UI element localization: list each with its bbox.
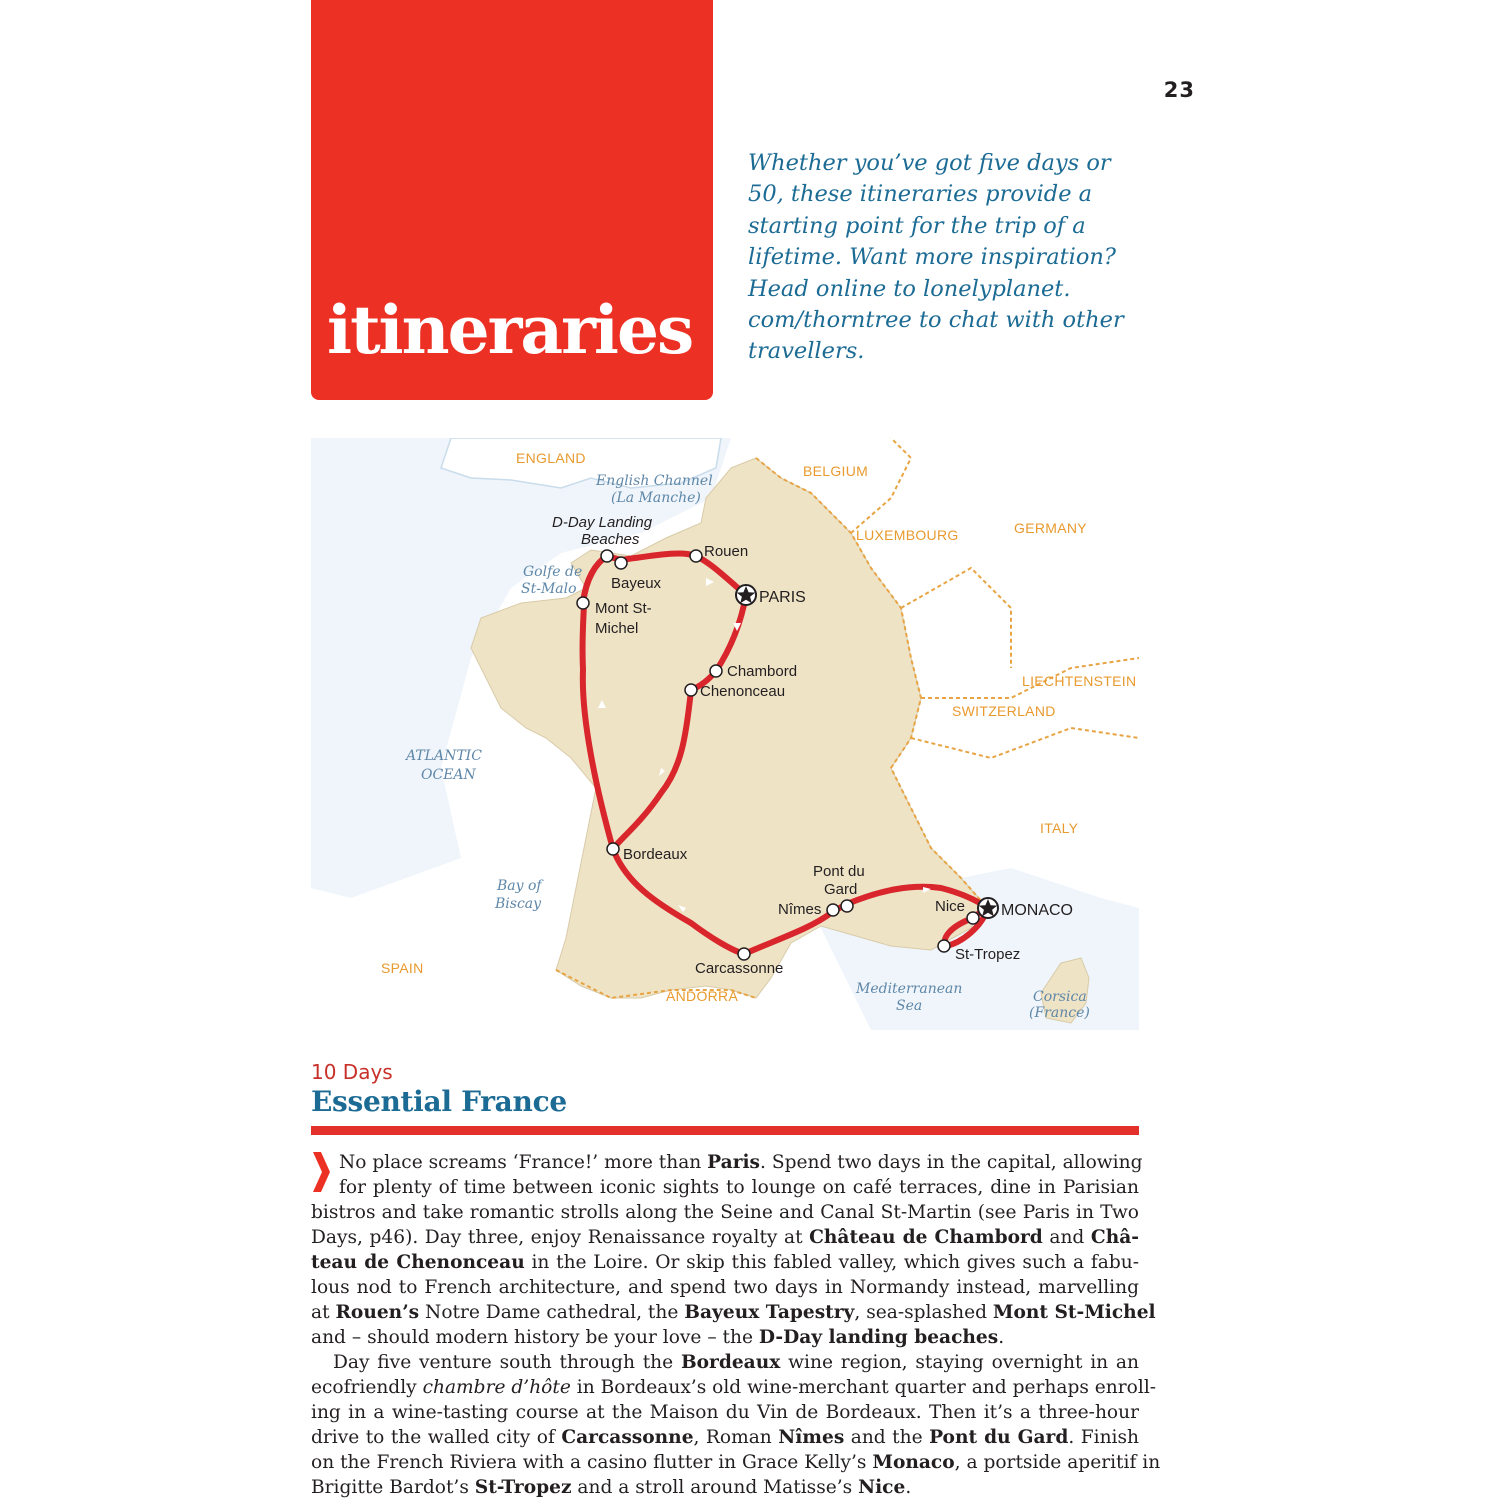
body-line bbox=[311, 1150, 1143, 1175]
page-number: 23 bbox=[1163, 78, 1195, 102]
label-beaches: Beaches bbox=[581, 531, 640, 548]
label-st-tropez: St-Tropez bbox=[955, 946, 1021, 963]
body-text-run: in the Loire. Or skip this fabled valley, which gives such a fabu- bbox=[524, 1252, 1140, 1273]
body-text-run: Château de Chambord bbox=[809, 1227, 1043, 1248]
intro-line: Whether you’ve got five days or bbox=[748, 150, 1111, 176]
label-nimes: Nîmes bbox=[778, 901, 822, 918]
intro-line: starting point for the trip of a bbox=[748, 212, 1086, 239]
stop-chambord bbox=[710, 665, 722, 677]
label-mont-st: Mont St- bbox=[595, 600, 652, 617]
body-text-run: in Bordeaux’s old wine-merchant quarter and perhaps enroll- bbox=[570, 1377, 1157, 1398]
stop-nimes bbox=[827, 904, 839, 916]
stop-dday-beaches bbox=[601, 550, 613, 562]
stop-mont-st-michel bbox=[577, 597, 589, 609]
body-text-run: D-Day landing beaches bbox=[758, 1327, 999, 1348]
body-text-run: No place screams ‘France!’ more than bbox=[339, 1152, 708, 1173]
body-text-run: Rouen’s bbox=[335, 1302, 420, 1323]
label-st-malo: St-Malo bbox=[521, 581, 577, 597]
stop-bordeaux bbox=[607, 843, 619, 855]
label-carcassonne: Carcassonne bbox=[695, 960, 784, 977]
label-andorra: ANDORRA bbox=[666, 988, 739, 1004]
body-text-run: and a stroll around Matisse’s bbox=[571, 1477, 859, 1498]
label-england: ENGLAND bbox=[516, 450, 586, 466]
body-text-run: Carcassonne bbox=[561, 1427, 694, 1448]
label-belgium: BELGIUM bbox=[803, 463, 869, 479]
intro-line: Head online to lonelyplanet. bbox=[748, 275, 1071, 302]
label-germany: GERMANY bbox=[1014, 520, 1087, 536]
label-mediterranean: Mediterranean bbox=[856, 981, 963, 997]
label-dday-landing: D-Day Landing bbox=[552, 514, 653, 531]
body-text-run: Monaco bbox=[872, 1452, 955, 1473]
body-text-run: for plenty of time between iconic sights to lounge on café terraces, dine in Parisian bbox=[339, 1177, 1139, 1198]
stop-bayeux bbox=[615, 557, 627, 569]
itinerary-duration: 10 Days bbox=[311, 1060, 393, 1084]
route-map-svg bbox=[311, 438, 1139, 1030]
body-text-run: Paris bbox=[707, 1152, 761, 1173]
label-chenonceau: Chenonceau bbox=[700, 683, 786, 700]
intro-line: lifetime. Want more inspiration? bbox=[748, 244, 1116, 271]
body-line bbox=[311, 1200, 1139, 1225]
body-text-run: on the French Riviera with a casino flutter in Grace Kelly’s bbox=[311, 1452, 873, 1473]
stop-rouen bbox=[690, 550, 702, 562]
body-text-run: Notre Dame cathedral, the bbox=[419, 1302, 685, 1323]
label-chambord: Chambord bbox=[727, 663, 798, 680]
body-text-run: Bordeaux bbox=[680, 1352, 781, 1373]
body-line bbox=[311, 1425, 1139, 1450]
label-switzerland: SWITZERLAND bbox=[952, 703, 1056, 719]
stop-pont-du-gard bbox=[841, 900, 853, 912]
stop-chenonceau bbox=[685, 684, 697, 696]
body-text-run: Châ- bbox=[1090, 1227, 1139, 1248]
label-english-channel: English Channel bbox=[596, 473, 713, 489]
intro-line: 50, these itineraries provide a bbox=[748, 181, 1093, 208]
body-text-run: St-Tropez bbox=[474, 1477, 572, 1498]
label-monaco: MONACO bbox=[1001, 902, 1073, 919]
body-text-run: . bbox=[905, 1477, 912, 1498]
body-text-run: lous nod to French architecture, and spend two days in Normandy instead, marvelling bbox=[311, 1277, 1139, 1298]
itinerary-title: Essential France bbox=[311, 1085, 567, 1118]
body-line bbox=[311, 1375, 1157, 1400]
body-text-run: and bbox=[1042, 1227, 1091, 1248]
section-title: itineraries bbox=[327, 291, 693, 369]
body-text-run: , Roman bbox=[693, 1427, 779, 1448]
label-michel: Michel bbox=[595, 620, 639, 637]
capital-paris-marker bbox=[736, 585, 756, 605]
body-text-run: Day five venture south through the bbox=[333, 1352, 681, 1373]
intro-line: com/thorntree to chat with other bbox=[748, 307, 1124, 334]
route-map bbox=[311, 438, 1139, 1030]
body-line bbox=[311, 1325, 1139, 1350]
label-corsica-france: (France) bbox=[1029, 1005, 1090, 1021]
label-la-manche: (La Manche) bbox=[611, 490, 701, 506]
label-liechtenstein: LIECHTENSTEIN bbox=[1022, 673, 1137, 689]
label-rouen: Rouen bbox=[704, 543, 749, 560]
body-text-run: teau de Chenonceau bbox=[311, 1252, 525, 1273]
label-corsica: Corsica bbox=[1033, 989, 1087, 1005]
label-bay-of: Bay of bbox=[497, 878, 542, 894]
body-line bbox=[311, 1250, 1139, 1275]
intro-line: travellers. bbox=[748, 338, 865, 365]
body-text-run: Nîmes bbox=[778, 1427, 845, 1448]
body-line bbox=[311, 1225, 1139, 1250]
body-text-run: . Finish bbox=[1068, 1427, 1140, 1448]
body-text-run: . bbox=[998, 1327, 1005, 1348]
body-text-run: Pont du Gard bbox=[929, 1427, 1069, 1448]
title-rule bbox=[311, 1126, 1139, 1135]
body-text-run: drive to the walled city of bbox=[311, 1427, 562, 1448]
label-bordeaux: Bordeaux bbox=[623, 846, 688, 863]
body-text-run: , a portside aperitif in bbox=[954, 1452, 1161, 1473]
body-line bbox=[311, 1450, 1161, 1475]
stop-carcassonne bbox=[738, 948, 750, 960]
intro-paragraph bbox=[748, 148, 1148, 368]
label-golfe-de: Golfe de bbox=[523, 564, 583, 580]
body-text-run: . Spend two days in the capital, allowing bbox=[760, 1152, 1143, 1173]
body-text-run: wine region, staying overnight in an bbox=[780, 1352, 1139, 1373]
label-sea: Sea bbox=[896, 998, 923, 1014]
itinerary-body bbox=[311, 1150, 1161, 1500]
body-text-run: chambre d’hôte bbox=[422, 1377, 571, 1398]
body-text-run: and the bbox=[844, 1427, 930, 1448]
body-text-run: and – should modern history be your love – the bbox=[311, 1327, 759, 1348]
label-ocean: OCEAN bbox=[421, 767, 476, 783]
stop-st-tropez bbox=[938, 940, 950, 952]
stop-nice bbox=[967, 912, 979, 924]
body-text-run: Bayeux Tapestry bbox=[684, 1302, 855, 1323]
body-line bbox=[311, 1275, 1139, 1300]
body-line bbox=[311, 1400, 1139, 1425]
body-text-run: at bbox=[311, 1302, 336, 1323]
label-atlantic: ATLANTIC bbox=[406, 748, 482, 764]
body-line bbox=[311, 1475, 1139, 1500]
body-text-run: ecofriendly bbox=[311, 1377, 423, 1398]
body-text-run: Mont St-Michel bbox=[992, 1302, 1156, 1323]
body-line bbox=[311, 1350, 1139, 1375]
label-paris: PARIS bbox=[759, 589, 806, 606]
label-italy: ITALY bbox=[1040, 820, 1079, 836]
label-bayeux: Bayeux bbox=[611, 575, 662, 592]
body-text-run: bistros and take romantic strolls along the Seine and Canal St-Martin (see Paris in Two bbox=[311, 1202, 1139, 1223]
body-text-run: , sea-splashed bbox=[854, 1302, 993, 1323]
label-nice: Nice bbox=[935, 898, 966, 915]
label-gard: Gard bbox=[824, 881, 858, 898]
label-luxembourg: LUXEMBOURG bbox=[856, 527, 959, 543]
label-spain: SPAIN bbox=[381, 960, 424, 976]
label-pont-du: Pont du bbox=[813, 863, 865, 880]
body-line bbox=[311, 1300, 1156, 1325]
body-line bbox=[311, 1175, 1139, 1200]
body-text-run: Days, p46). Day three, enjoy Renaissance royalty at bbox=[311, 1227, 810, 1248]
label-biscay: Biscay bbox=[495, 896, 542, 912]
body-text-run: Brigitte Bardot’s bbox=[311, 1477, 475, 1498]
body-text-run: ing in a wine-tasting course at the Maison du Vin de Bordeaux. Then it’s a three-hour bbox=[311, 1402, 1139, 1423]
body-text-run: Nice bbox=[858, 1477, 906, 1498]
capital-monaco-marker bbox=[978, 898, 998, 918]
